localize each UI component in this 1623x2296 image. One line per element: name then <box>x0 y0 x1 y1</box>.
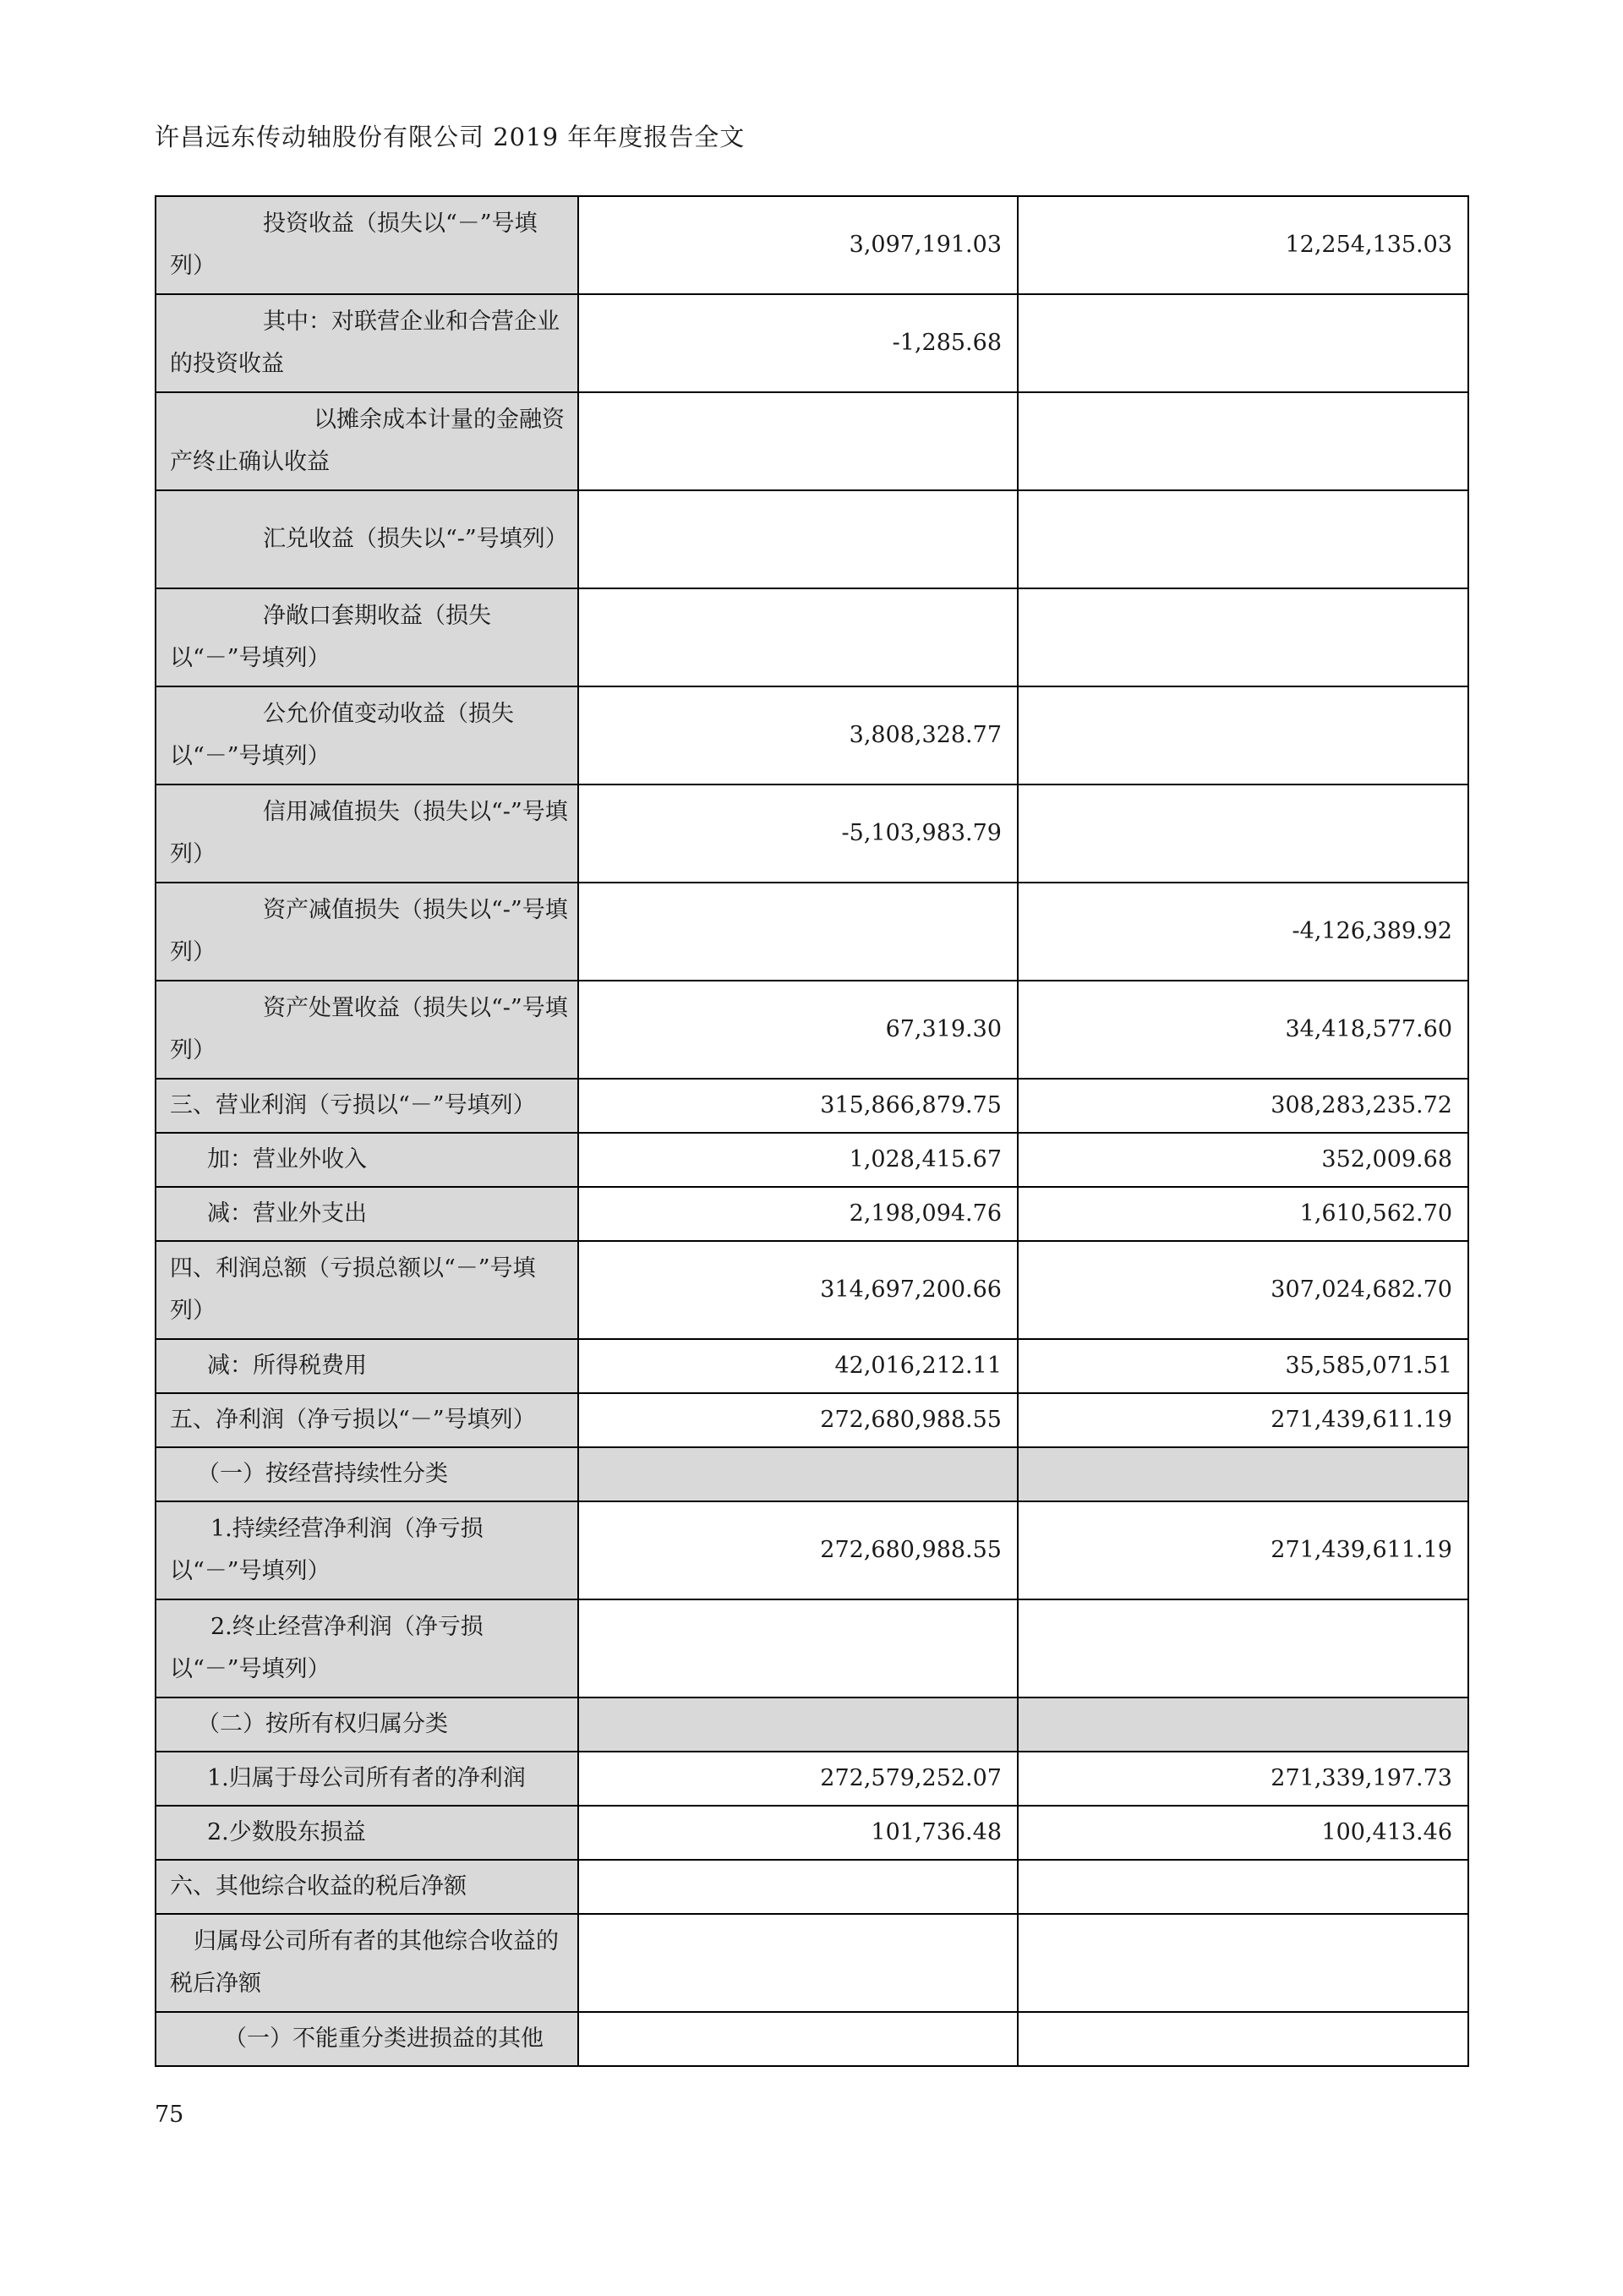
prior-period-value: 100,413.46 <box>1018 1806 1468 1860</box>
table-row <box>156 1752 1468 1806</box>
row-label: 减：所得税费用 <box>156 1339 578 1393</box>
row-label: 2.少数股东损益 <box>156 1806 578 1860</box>
prior-period-value <box>1018 588 1468 686</box>
current-period-value <box>578 1599 1018 1697</box>
current-period-value: 314,697,200.66 <box>578 1241 1018 1339</box>
table-row <box>156 1914 1468 2012</box>
table-row <box>156 490 1468 588</box>
table-row <box>156 1393 1468 1447</box>
table-row <box>156 588 1468 686</box>
row-label: 公允价值变动收益（损失以“－”号填列） <box>156 686 578 784</box>
prior-period-value: 271,439,611.19 <box>1018 1501 1468 1599</box>
current-period-value: 2,198,094.76 <box>578 1187 1018 1241</box>
table-row <box>156 1133 1468 1187</box>
prior-period-value: 35,585,071.51 <box>1018 1339 1468 1393</box>
current-period-value: -1,285.68 <box>578 294 1018 392</box>
table-row <box>156 784 1468 883</box>
row-label: 其中：对联营企业和合营企业的投资收益 <box>156 294 578 392</box>
current-period-value: 315,866,879.75 <box>578 1079 1018 1133</box>
current-period-value <box>578 392 1018 490</box>
current-period-value: -5,103,983.79 <box>578 784 1018 883</box>
table-row <box>156 1187 1468 1241</box>
current-period-value <box>578 1914 1018 2012</box>
current-period-value: 1,028,415.67 <box>578 1133 1018 1187</box>
current-period-value <box>578 490 1018 588</box>
table-row <box>156 1079 1468 1133</box>
current-period-value <box>578 588 1018 686</box>
row-label: 六、其他综合收益的税后净额 <box>156 1860 578 1914</box>
prior-period-value <box>1018 1447 1468 1501</box>
current-period-value: 3,808,328.77 <box>578 686 1018 784</box>
prior-period-value: 271,439,611.19 <box>1018 1393 1468 1447</box>
prior-period-value <box>1018 1860 1468 1914</box>
prior-period-value: -4,126,389.92 <box>1018 883 1468 981</box>
current-period-value <box>578 883 1018 981</box>
current-period-value <box>578 2012 1018 2066</box>
row-label: 以摊余成本计量的金融资产终止确认收益 <box>156 392 578 490</box>
row-label: （一）按经营持续性分类 <box>156 1447 578 1501</box>
current-period-value: 272,579,252.07 <box>578 1752 1018 1806</box>
row-label: 投资收益（损失以“－”号填列） <box>156 196 578 294</box>
prior-period-value: 12,254,135.03 <box>1018 196 1468 294</box>
current-period-value <box>578 1447 1018 1501</box>
page-number: 75 <box>155 2102 184 2128</box>
prior-period-value: 307,024,682.70 <box>1018 1241 1468 1339</box>
row-label: 信用减值损失（损失以“-”号填列） <box>156 784 578 883</box>
table-row <box>156 1599 1468 1697</box>
current-period-value: 3,097,191.03 <box>578 196 1018 294</box>
row-label: 资产减值损失（损失以“-”号填列） <box>156 883 578 981</box>
prior-period-value <box>1018 490 1468 588</box>
table-row <box>156 1241 1468 1339</box>
prior-period-value: 352,009.68 <box>1018 1133 1468 1187</box>
table-row <box>156 1860 1468 1914</box>
prior-period-value <box>1018 1914 1468 2012</box>
prior-period-value <box>1018 294 1468 392</box>
row-label: 2.终止经营净利润（净亏损以“－”号填列） <box>156 1599 578 1697</box>
current-period-value: 101,736.48 <box>578 1806 1018 1860</box>
table-row <box>156 2012 1468 2066</box>
report-header: 许昌远东传动轴股份有限公司 2019 年年度报告全文 <box>155 123 746 151</box>
current-period-value: 272,680,988.55 <box>578 1501 1018 1599</box>
prior-period-value <box>1018 1599 1468 1697</box>
prior-period-value <box>1018 392 1468 490</box>
row-label: 归属母公司所有者的其他综合收益的税后净额 <box>156 1914 578 2012</box>
row-label: （二）按所有权归属分类 <box>156 1697 578 1752</box>
prior-period-value: 308,283,235.72 <box>1018 1079 1468 1133</box>
prior-period-value: 271,339,197.73 <box>1018 1752 1468 1806</box>
prior-period-value <box>1018 1697 1468 1752</box>
table-row <box>156 196 1468 294</box>
row-label: （一）不能重分类进损益的其他 <box>156 2012 578 2066</box>
income-statement-table <box>155 195 1469 2067</box>
table-row <box>156 392 1468 490</box>
table-row <box>156 1806 1468 1860</box>
row-label: 1.归属于母公司所有者的净利润 <box>156 1752 578 1806</box>
table-row <box>156 1339 1468 1393</box>
prior-period-value: 1,610,562.70 <box>1018 1187 1468 1241</box>
prior-period-value: 34,418,577.60 <box>1018 981 1468 1079</box>
current-period-value: 272,680,988.55 <box>578 1393 1018 1447</box>
row-label: 净敞口套期收益（损失以“－”号填列） <box>156 588 578 686</box>
table-row <box>156 883 1468 981</box>
row-label: 减：营业外支出 <box>156 1187 578 1241</box>
table-row <box>156 1447 1468 1501</box>
current-period-value: 67,319.30 <box>578 981 1018 1079</box>
row-label: 加：营业外收入 <box>156 1133 578 1187</box>
prior-period-value <box>1018 686 1468 784</box>
current-period-value <box>578 1697 1018 1752</box>
row-label: 五、净利润（净亏损以“－”号填列） <box>156 1393 578 1447</box>
prior-period-value <box>1018 2012 1468 2066</box>
table-row <box>156 294 1468 392</box>
table-row <box>156 1697 1468 1752</box>
current-period-value <box>578 1860 1018 1914</box>
row-label: 三、营业利润（亏损以“－”号填列） <box>156 1079 578 1133</box>
current-period-value: 42,016,212.11 <box>578 1339 1018 1393</box>
row-label: 四、利润总额（亏损总额以“－”号填列） <box>156 1241 578 1339</box>
row-label: 汇兑收益（损失以“-”号填列） <box>156 490 578 588</box>
table-row <box>156 1501 1468 1599</box>
row-label: 资产处置收益（损失以“-”号填列） <box>156 981 578 1079</box>
table-row <box>156 981 1468 1079</box>
prior-period-value <box>1018 784 1468 883</box>
table-row <box>156 686 1468 784</box>
row-label: 1.持续经营净利润（净亏损以“－”号填列） <box>156 1501 578 1599</box>
